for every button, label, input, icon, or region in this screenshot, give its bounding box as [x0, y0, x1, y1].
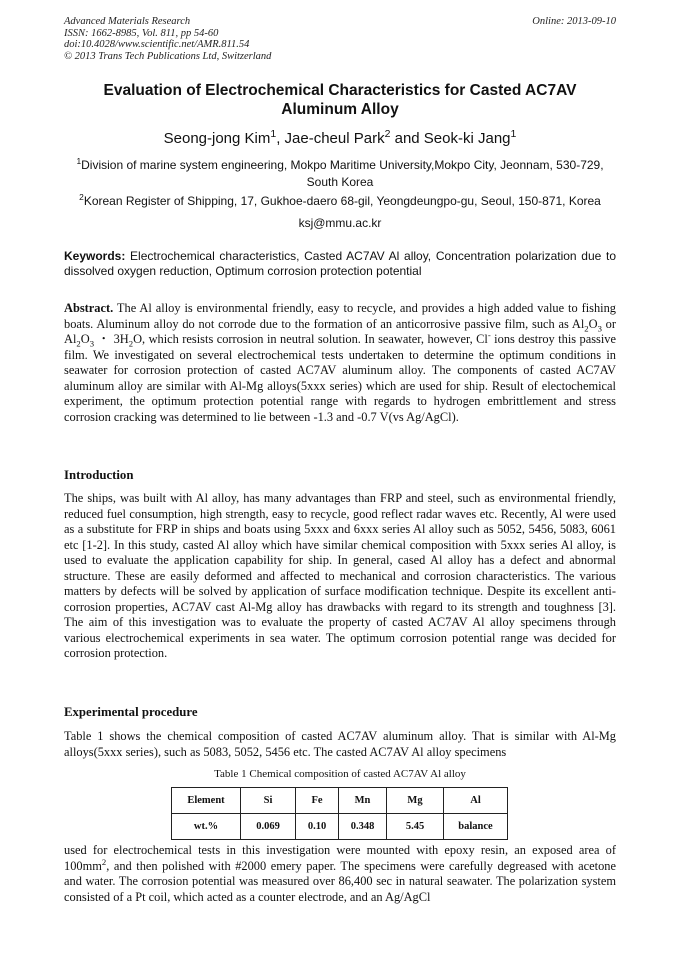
table-cell: 0.069 — [241, 814, 296, 840]
author-1-affil: 1 — [270, 128, 277, 140]
journal-header — [64, 16, 616, 62]
author-2: , Jae-cheul Park — [276, 130, 385, 147]
abstract-text-6: O, which resists corrosion in neutral solution. In seawater, however, Cl — [133, 332, 488, 346]
issn-line: ISSN: 1662-8985, Vol. 811, pp 54-60 — [64, 27, 219, 39]
journal-name: Advanced Materials Research — [64, 16, 191, 27]
table-cell: wt.% — [172, 814, 241, 840]
author-email[interactable]: ksj@mmu.ac.kr — [298, 216, 382, 230]
affiliation-1 — [64, 157, 616, 191]
abstract-text-1: The Al alloy is environmental friendly, easy to recycle, and provides a high added value to fishing boats. Aluminum alloy do not corrode due to the formation of an anticorrosive passive film, such as Al — [64, 301, 616, 331]
abstract-sub-5: 2 — [128, 338, 134, 349]
paper-title — [64, 81, 616, 119]
affiliation-1-marker: 1 — [76, 156, 82, 166]
experimental-paragraph-2 — [64, 843, 616, 905]
online-date: Online: 2013-09-10 — [532, 16, 616, 27]
abstract-sub-2: 3 — [597, 322, 602, 333]
abstract-text-7: ions destroy this passive film. We investigated on several electrochemical tests undertaken to determine the optimum conditions in seawater for corrosion protection of casted AC7AV aluminum alloy. The components of casted AC7AV aluminum alloy are similar with Al-Mg alloys(5xxx series) which are used for ship. Result of electochemical experiment, the optimum protection potential range with regards to hydrogen embrittlement and stress corrosion cracking was determined to lie between -1.3 and -0.7 V(vs Ag/AgCl). — [64, 332, 617, 424]
abstract-label: Abstract. — [64, 301, 114, 315]
affiliation-1-text: Division of marine system engineering, Mokpo Maritime University,Mokpo City, Jeonnam, 530-729, South Korea — [81, 158, 604, 189]
table-row — [172, 814, 508, 840]
keywords-label: Keywords: — [64, 249, 126, 263]
author-3-affil: 1 — [510, 128, 517, 140]
table-cell: balance — [444, 814, 508, 840]
author-1: Seong-jong Kim — [163, 130, 271, 147]
experimental-text-2b: , and then polished with #2000 emery paper. The specimens were carefully degreased with acetone and water. The corrosion potential was measured over 86,400 sec in natural seawater. The polarization system consisted of a Pt coil, which acted as a counter electrode, and an Ag/AgCl — [64, 858, 616, 904]
title-line-2: Aluminum Alloy — [281, 101, 399, 118]
chemical-composition-table — [171, 787, 508, 840]
table-header-cell: Element — [172, 788, 241, 814]
doi-line[interactable]: doi:10.4028/www.scientific.net/AMR.811.54 — [64, 39, 250, 50]
introduction-heading: Introduction — [64, 468, 134, 482]
author-2-affil: 2 — [384, 128, 391, 140]
table-header-row — [172, 788, 508, 814]
experimental-heading: Experimental procedure — [64, 705, 198, 719]
abstract-text-3: or Al — [64, 316, 616, 346]
affiliation-2-marker: 2 — [79, 192, 84, 202]
table-header-cell: Fe — [296, 788, 339, 814]
experimental-text-2a: used for electrochemical tests in this investigation were mounted with epoxy resin, an exposed area of 100mm — [64, 843, 616, 873]
table-header-cell: Al — [444, 788, 508, 814]
keywords-text: Electrochemical characteristics, Casted AC7AV Al alloy, Concentration polarization due to dissolved oxygen reduction, Optimum corrosion protection potential — [64, 249, 616, 278]
abstract-sub-3: 2 — [76, 338, 81, 349]
abstract-sub-4: 3 — [89, 338, 95, 349]
affiliation-2 — [64, 193, 616, 210]
abstract-text-4: O — [80, 332, 90, 346]
table-cell: 0.10 — [296, 814, 339, 840]
abstract-sub-1: 2 — [584, 322, 589, 333]
table-header-cell: Mn — [339, 788, 387, 814]
keywords-block — [64, 249, 616, 279]
introduction-paragraph: The ships, was built with Al alloy, has many advantages than FRP and steel, such as environmental friendly, reduced fuel consumption, high strength, easy to recycle, good reflect radar waves etc. Recently, Al were used as a substitute for FRP in ships and boats using 5xxx and 6xxx series Al alloy such as 5052, 5456, 5083, 6061 etc [1-2]. In this study, casted Al alloy which have similar chemical composition with 5xxx series Al alloy, is used to evaluate the application capability for ship. In general, cased Al alloy has a defect and abnormal structure. These are easily deformed and affected to mechanical and corrosion characteristics. The various matters by defects will be solved by application of surface modification technique. Despite its excellent anti-corrosion properties, AC7AV cast Al-Mg alloy has drawbacks with regard to its strength and toughness [3]. The aim of this investigation was to evaluate the property of casted AC7AV Al alloy specimens through various electrochemical experiments in sea water. The optimum corrosion potential range was decided for corrosion protection. — [64, 491, 616, 660]
table-cell: 0.348 — [339, 814, 387, 840]
copyright-line: © 2013 Trans Tech Publications Ltd, Switzerland — [64, 50, 272, 62]
table-1-caption: Table 1 Chemical composition of casted AC7AV Al alloy — [214, 768, 466, 780]
table-header-cell: Si — [241, 788, 296, 814]
table-header-cell: Mg — [387, 788, 444, 814]
experimental-paragraph-1: Table 1 shows the chemical composition of casted AC7AV aluminum alloy. That is similar with Al-Mg alloys(5xxx series), such as 5083, 5052, 5456 etc. The casted AC7AV Al alloy specimens — [64, 729, 616, 759]
abstract-text-2: O — [588, 316, 598, 331]
author-list — [64, 130, 616, 148]
abstract-paragraph — [64, 301, 616, 425]
table-cell: 5.45 — [387, 814, 444, 840]
experimental-sup: 2 — [101, 856, 107, 867]
title-line-1: Evaluation of Electrochemical Characteristics for Casted AC7AV — [103, 82, 577, 99]
abstract-text-5: ・ 3H — [94, 332, 129, 346]
abstract-sup-1: - — [487, 329, 491, 340]
affiliation-2-text: Korean Register of Shipping, 17, Gukhoe-daero 68-gil, Yeongdeungpo-gu, Seoul, 150-871, Korea — [83, 194, 601, 208]
author-3: and Seok-ki Jang — [390, 130, 511, 147]
